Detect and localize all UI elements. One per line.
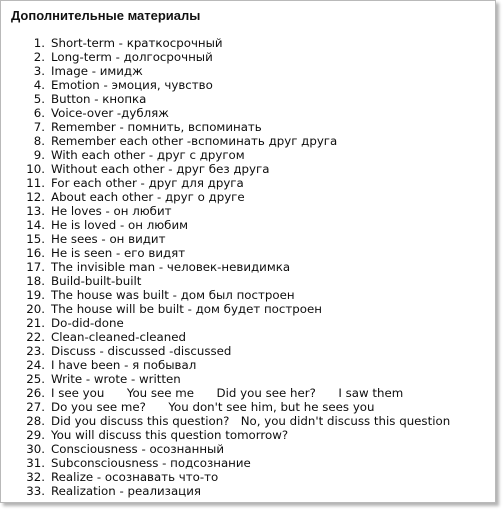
item-text: I have been - я побывал: [51, 358, 197, 372]
list-item: [1, 428, 450, 442]
item-text: Voice-over -дубляж: [51, 106, 169, 120]
item-text: Build-built-built: [51, 274, 142, 288]
list-item: [1, 302, 450, 316]
item-text: Remember - помнить, вспоминать: [51, 120, 262, 134]
list-item: [1, 470, 450, 484]
item-number: 31.: [26, 456, 45, 470]
item-text: Emotion - эмоция, чувство: [51, 78, 213, 92]
list-item: [1, 400, 450, 414]
list-item: [1, 484, 450, 498]
item-number: 7.: [33, 120, 45, 134]
list-item: [1, 204, 450, 218]
list-item: [1, 134, 450, 148]
list-item: [1, 50, 450, 64]
list-item: [1, 330, 450, 344]
item-number: 10.: [26, 162, 45, 176]
item-text: The house will be built - дом будет построен: [51, 302, 322, 316]
item-text: The house was built - дом был построен: [51, 288, 295, 302]
list-item: [1, 78, 450, 92]
item-number: 12.: [26, 190, 45, 204]
item-text: Clean-cleaned-cleaned: [51, 330, 186, 344]
list-item: [1, 386, 450, 400]
item-text: You will discuss this question tomorrow?: [51, 428, 289, 442]
item-text: Realization - реализация: [51, 484, 201, 498]
item-number: 24.: [26, 358, 45, 372]
item-number: 4.: [33, 78, 45, 92]
item-number: 19.: [26, 288, 45, 302]
item-text: With each other - друг с другом: [51, 148, 245, 162]
item-text: Do-did-done: [51, 316, 124, 330]
item-text: Long-term - долгосрочный: [51, 50, 213, 64]
list-item: [1, 92, 450, 106]
item-text: For each other - друг для друга: [51, 176, 244, 190]
list-item: [1, 162, 450, 176]
item-text: He loves - он любит: [51, 204, 172, 218]
item-number: 27.: [26, 400, 45, 414]
item-number: 6.: [33, 106, 45, 120]
item-number: 17.: [26, 260, 45, 274]
item-text: Did you discuss this question? No, you didn't discuss this question: [51, 414, 451, 428]
item-number: 20.: [26, 302, 45, 316]
list-item: [1, 64, 450, 78]
item-number: 15.: [26, 232, 45, 246]
list-item: [1, 260, 450, 274]
list-item: [1, 442, 450, 456]
list-item: [1, 148, 450, 162]
item-number: 23.: [26, 344, 45, 358]
item-number: 3.: [33, 64, 45, 78]
list-item: [1, 176, 450, 190]
item-text: The invisible man - человек-невидимка: [51, 260, 291, 274]
item-text: Subconsciousness - подсознание: [51, 456, 251, 470]
item-text: About each other - друг о друге: [51, 190, 245, 204]
list-item: [1, 274, 450, 288]
item-number: 22.: [26, 330, 45, 344]
item-text: I see you You see me Did you see her? I saw them: [51, 386, 404, 400]
item-text: Discuss - discussed -discussed: [51, 344, 232, 358]
list-item: [1, 246, 450, 260]
list-item: [1, 372, 450, 386]
item-number: 30.: [26, 442, 45, 456]
item-number: 33.: [26, 484, 45, 498]
item-number: 2.: [33, 50, 45, 64]
item-number: 21.: [26, 316, 45, 330]
item-number: 26.: [26, 386, 45, 400]
item-number: 1.: [33, 36, 45, 50]
item-number: 9.: [33, 148, 45, 162]
vocabulary-list: [1, 36, 450, 498]
list-item: [1, 344, 450, 358]
item-text: Consciousness - осознанный: [51, 442, 225, 456]
list-item: [1, 106, 450, 120]
item-number: 11.: [26, 176, 45, 190]
item-text: Remember each other -вспоминать друг друга: [51, 134, 338, 148]
list-item: [1, 36, 450, 50]
item-number: 8.: [33, 134, 45, 148]
item-number: 18.: [26, 274, 45, 288]
item-number: 29.: [26, 428, 45, 442]
item-text: He is loved - он любим: [51, 218, 189, 232]
page-title: Дополнительные материалы: [11, 8, 201, 23]
list-item: [1, 190, 450, 204]
item-text: Without each other - друг без друга: [51, 162, 270, 176]
list-item: [1, 316, 450, 330]
item-text: Do you see me? You don't see him, but he sees you: [51, 400, 375, 414]
item-text: He is seen - его видят: [51, 246, 186, 260]
item-number: 32.: [26, 470, 45, 484]
list-item: [1, 218, 450, 232]
item-number: 13.: [26, 204, 45, 218]
list-item: [1, 232, 450, 246]
item-number: 25.: [26, 372, 45, 386]
item-number: 16.: [26, 246, 45, 260]
item-text: Write - wrote - written: [51, 372, 181, 386]
item-number: 5.: [33, 92, 45, 106]
list-item: [1, 414, 450, 428]
item-number: 14.: [26, 218, 45, 232]
item-text: Image - имидж: [51, 64, 143, 78]
item-text: Short-term - краткосрочный: [51, 36, 223, 50]
item-text: Realize - осознавать что-то: [51, 470, 219, 484]
list-item: [1, 120, 450, 134]
item-number: 28.: [26, 414, 45, 428]
item-text: He sees - он видит: [51, 232, 166, 246]
item-text: Button - кнопка: [51, 92, 147, 106]
list-item: [1, 288, 450, 302]
list-item: [1, 358, 450, 372]
list-item: [1, 456, 450, 470]
